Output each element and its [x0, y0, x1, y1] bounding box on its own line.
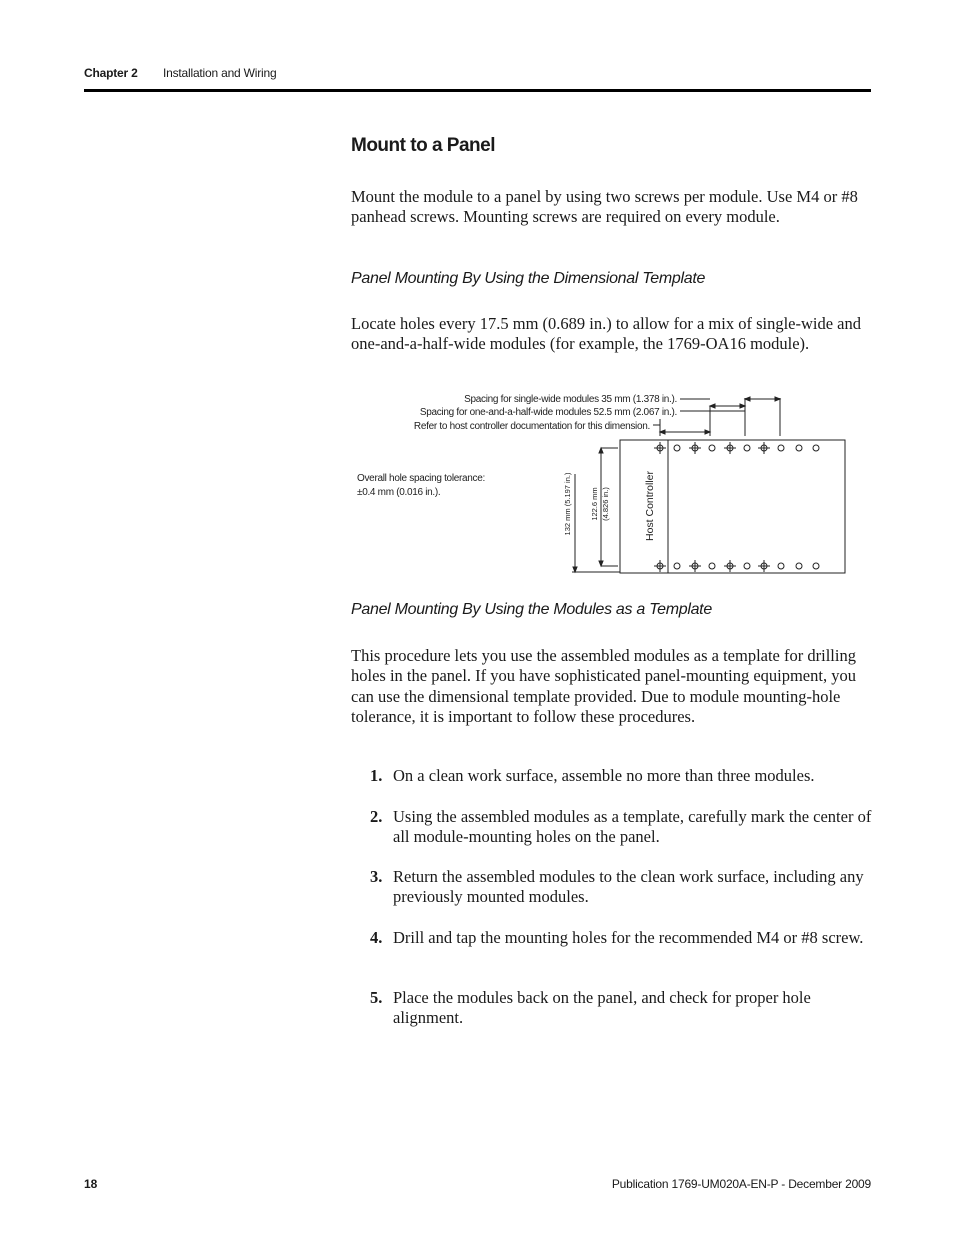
subsection-title-modules-template: Panel Mounting By Using the Modules as a Template	[351, 601, 712, 618]
procedure-paragraph: This procedure lets you use the assembled modules as a template for drilling holes in the panel. If you have sophisticated panel-mounting equipment, you can use the dimensional template provided. Due to module mounting-hole tolerance, it is important to follow these procedures.	[351, 646, 856, 727]
hole-crosshair	[724, 560, 736, 572]
spacing-markers	[660, 397, 780, 436]
dimension-122mm: 122.6 mm	[590, 487, 599, 521]
step-number: 4.	[370, 927, 383, 947]
chapter-label: Chapter 2	[84, 66, 138, 80]
hole-crosshair	[758, 560, 770, 572]
mounting-hole	[778, 563, 784, 569]
label-host-dimension: Refer to host controller documentation for this dimension.	[413, 421, 650, 432]
page-number: 18	[84, 1177, 98, 1191]
step-4	[351, 928, 876, 989]
mounting-hole	[744, 445, 750, 451]
step-2	[351, 807, 876, 868]
hole-crosshair	[689, 560, 701, 572]
dimension-122mm-in: (4.826 in.)	[601, 487, 610, 521]
tolerance-note-line1: Overall hole spacing tolerance:	[357, 473, 486, 484]
host-controller-label: Host Controller	[644, 470, 656, 542]
hole-crosshair	[758, 442, 770, 454]
intro-paragraph: Mount the module to a panel by using two screws per module. Use M4 or #8 panhead screws. Mounting screws are required on every module.	[351, 187, 858, 227]
chapter-title: Installation and Wiring	[163, 66, 277, 80]
step-text: Using the assembled modules as a template, carefully mark the center of all module-mounting holes on the panel.	[393, 806, 872, 846]
mounting-hole	[674, 563, 680, 569]
step-text: Drill and tap the mounting holes for the recommended M4 or #8 screw.	[393, 927, 864, 947]
step-text: Return the assembled modules to the clean work surface, including any previously mounted modules.	[393, 867, 864, 907]
publication-info: Publication 1769-UM020A-EN-P - December 2009	[611, 1177, 871, 1191]
mounting-hole	[813, 563, 819, 569]
mounting-hole	[709, 563, 715, 569]
step-1	[351, 766, 876, 807]
step-text: On a clean work surface, assemble no more than three modules.	[393, 766, 815, 785]
mounting-holes	[654, 442, 819, 572]
hole-crosshair	[654, 560, 666, 572]
mounting-hole	[796, 445, 802, 451]
hole-crosshair	[654, 442, 666, 454]
hole-spacing-paragraph: Locate holes every 17.5 mm (0.689 in.) to allow for a mix of single-wide and one-and-a-half-wide modules (for example, the 1769-OA16 module).	[351, 314, 861, 354]
hole-crosshair	[689, 442, 701, 454]
step-number: 5.	[370, 988, 383, 1007]
hole-crosshair	[724, 442, 736, 454]
step-5	[351, 988, 876, 1029]
mounting-template-diagram	[350, 386, 850, 581]
step-number: 3.	[370, 867, 383, 886]
mounting-hole	[813, 445, 819, 451]
subsection-title-dimensional-template: Panel Mounting By Using the Dimensional Template	[351, 270, 706, 287]
step-3	[351, 867, 876, 928]
tolerance-note-line2: ±0.4 mm (0.016 in.).	[357, 487, 441, 498]
section-title: Mount to a Panel	[351, 135, 495, 156]
header-rule	[84, 89, 871, 92]
step-number: 2.	[370, 806, 383, 826]
mounting-hole	[709, 445, 715, 451]
dimension-132mm: 132 mm (5.197 in.)	[563, 472, 572, 536]
procedure-steps	[351, 766, 876, 1029]
mounting-hole	[744, 563, 750, 569]
mounting-hole	[674, 445, 680, 451]
step-text: Place the modules back on the panel, and check for proper hole alignment.	[393, 988, 811, 1028]
label-one-and-half-wide-spacing: Spacing for one-and-a-half-wide modules 52.5 mm (2.067 in.).	[419, 407, 677, 418]
mounting-hole	[796, 563, 802, 569]
label-single-wide-spacing: Spacing for single-wide modules 35 mm (1.378 in.).	[464, 394, 677, 405]
mounting-hole	[778, 445, 784, 451]
step-number: 1.	[370, 766, 383, 785]
